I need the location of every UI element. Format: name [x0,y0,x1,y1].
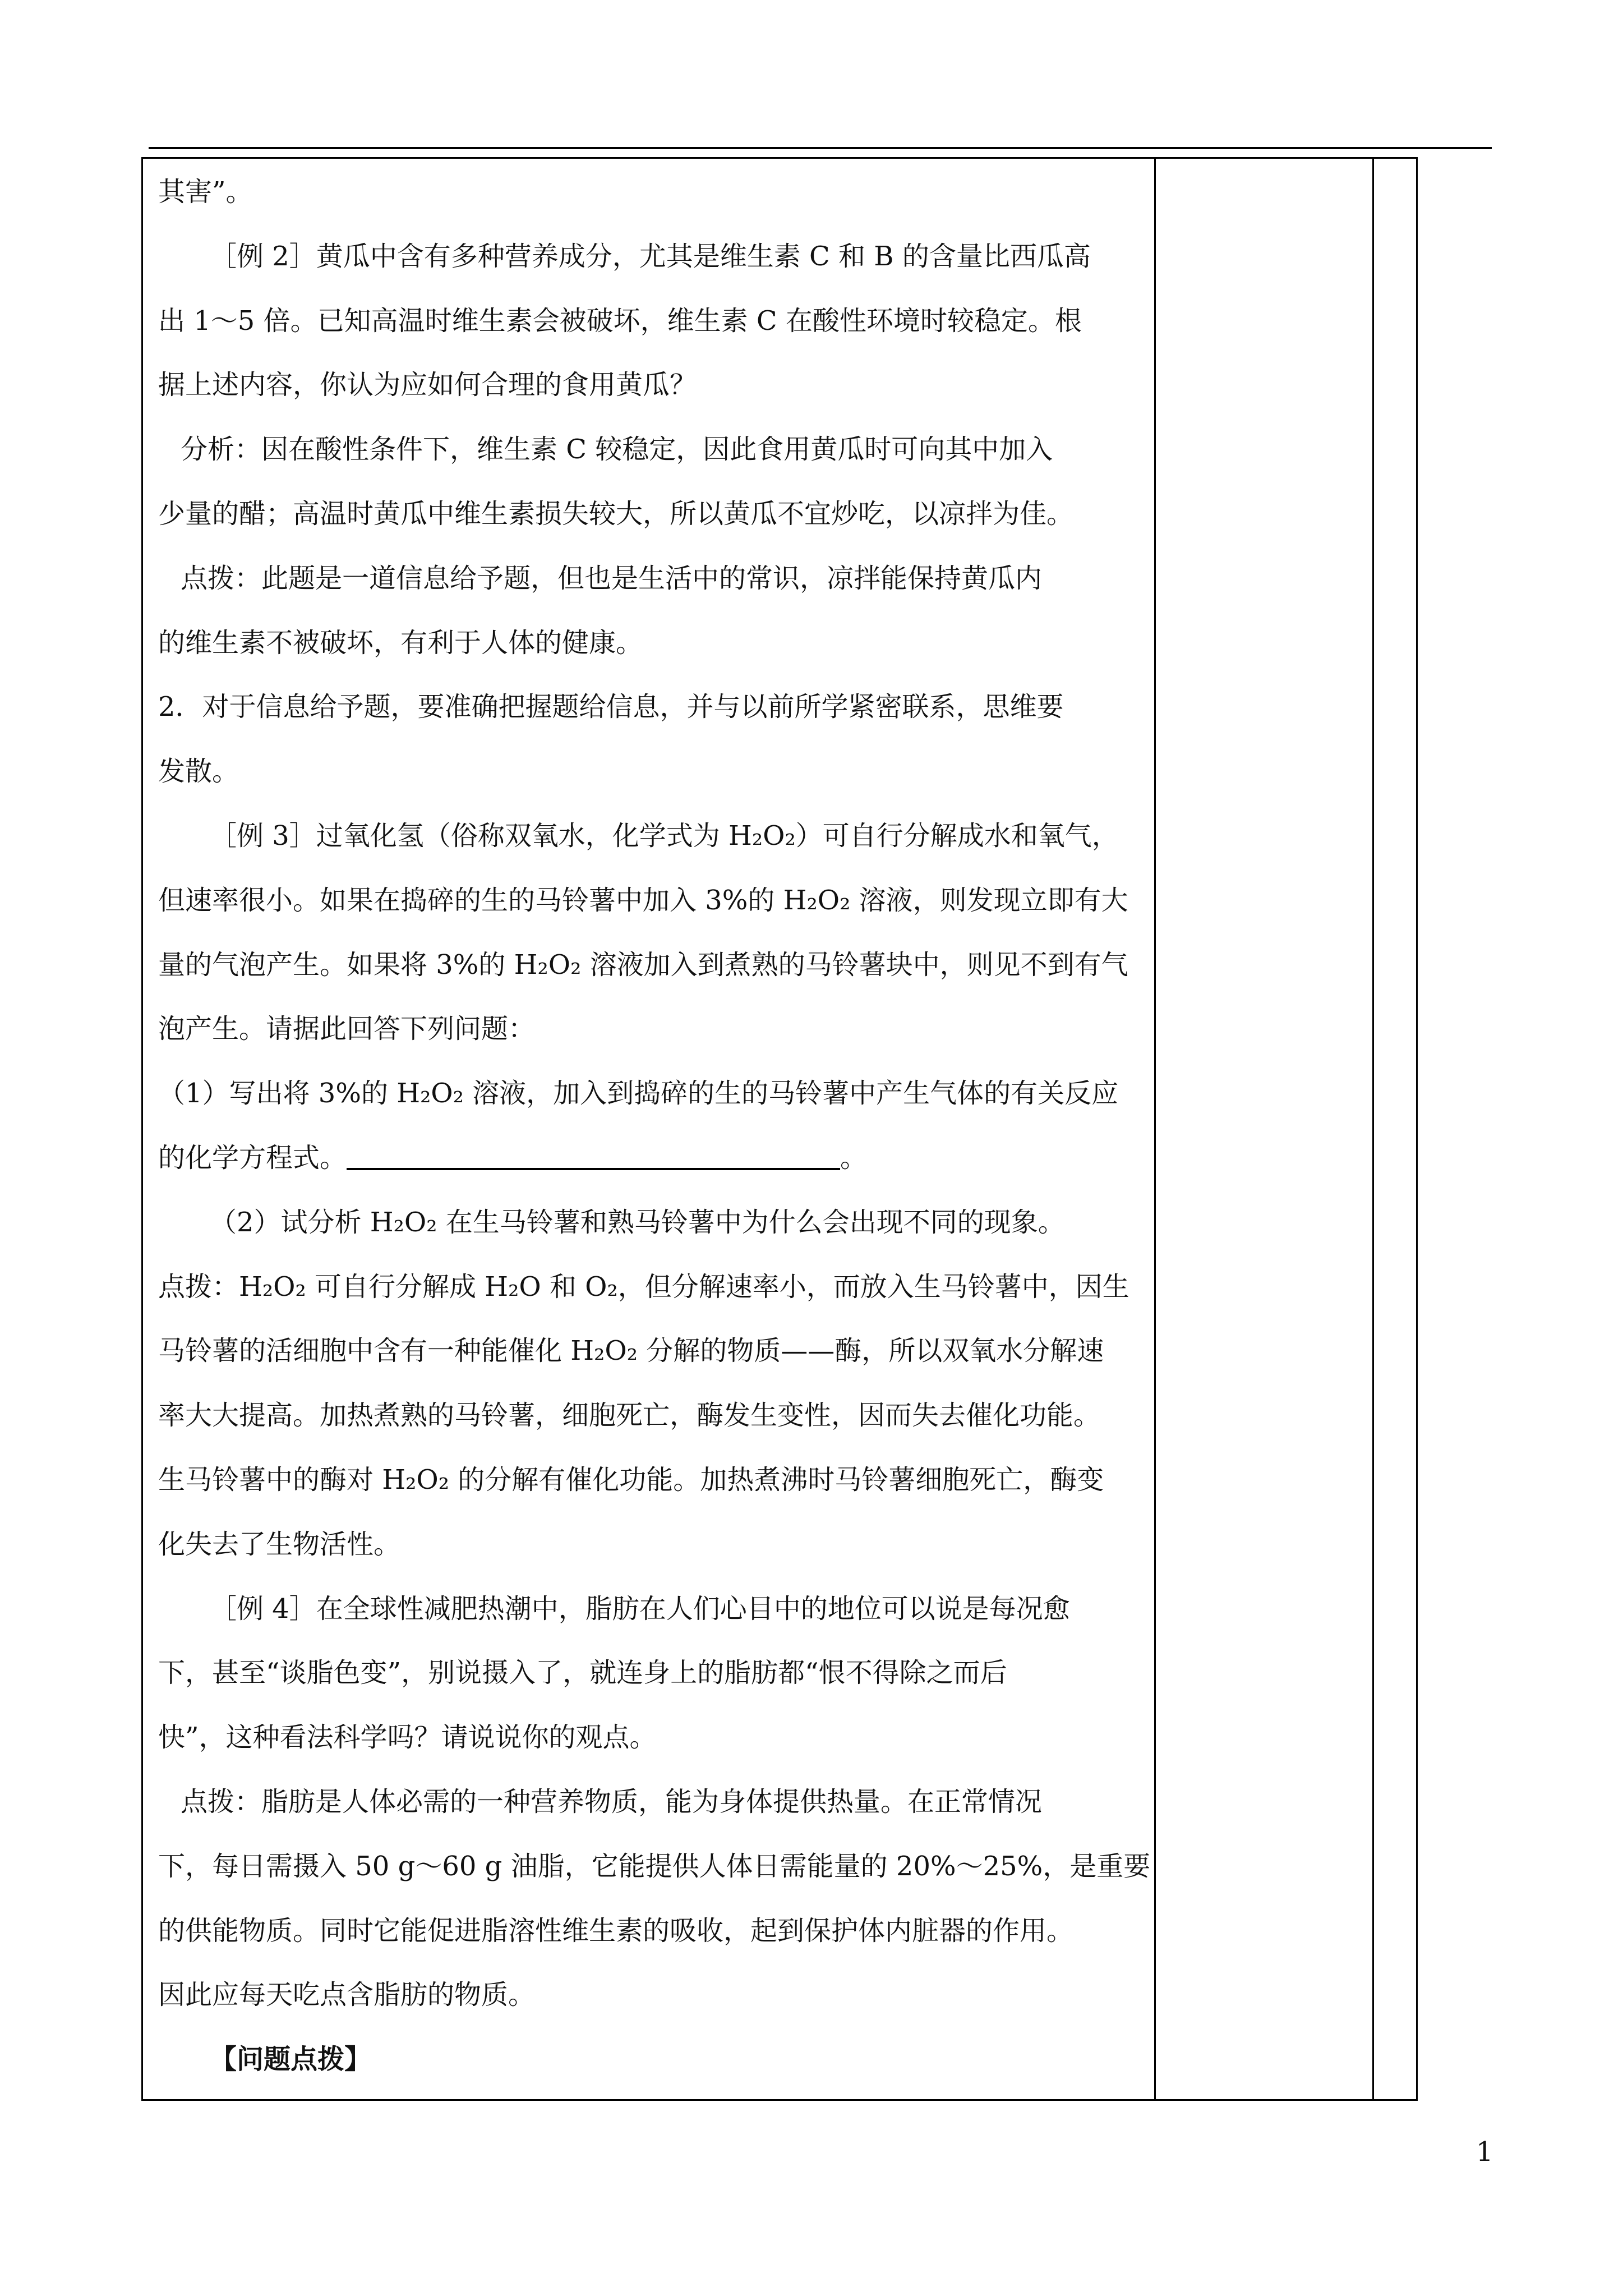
text-line [158,611,1162,675]
text-line-content: 2．对于信息给予题，要准确把握题给信息，并与以前所学紧密联系，思维要 [158,691,1064,723]
text-line-content: 点拨：H₂O₂ 可自行分解成 H₂O 和 O₂，但分解速率小，而放入生马铃薯中，因生 [158,1271,1129,1303]
text-line [158,546,1162,611]
table-column-divider [1372,157,1374,2101]
text-line-content: ［例 3］过氧化氢（俗称双氧水，化学式为 H₂O₂）可自行分解成水和氧气， [210,820,1119,852]
text-line [158,933,1162,997]
text-line-content: ［例 2］黄瓜中含有多种营养成分，尤其是维生素 C 和 B 的含量比西瓜高 [210,240,1091,272]
text-line-content: 量的气泡产生。如果将 3%的 H₂O₂ 溶液加入到煮熟的马铃薯块中，则见不到有气 [158,949,1128,981]
lesson-content [158,160,1162,2092]
text-line [158,1126,1162,1190]
text-line-content: 【问题点拨】 [210,2044,372,2076]
text-line [158,289,1162,353]
header-rule [149,147,1492,149]
text-line-suffix: 。 [840,1142,868,1174]
text-line-content: ［例 4］在全球性减肥热潮中，脂肪在人们心目中的地位可以说是每况愈 [210,1593,1070,1625]
text-line-content: 因此应每天吃点含脂肪的物质。 [158,1979,536,2011]
page-number: 1 [1476,2136,1493,2168]
text-line-content: 的供能物质。同时它能促进脂溶性维生素的吸收，起到保护体内脏器的作用。 [158,1915,1074,1947]
text-line [158,1255,1162,1319]
text-line-content: 点拨：脂肪是人体必需的一种营养物质，能为身体提供热量。在正常情况 [181,1786,1043,1818]
text-line [158,1899,1162,1963]
text-line [158,1512,1162,1577]
text-line [158,1705,1162,1770]
text-line [158,1577,1162,1641]
text-line [158,1641,1162,1705]
text-line [158,1319,1162,1383]
text-line-content: 点拨：此题是一道信息给予题，但也是生活中的常识，凉拌能保持黄瓜内 [181,562,1043,594]
text-line [158,1963,1162,2027]
text-line-content: 快”，这种看法科学吗？请说说你的观点。 [158,1722,657,1754]
text-line-content: 但速率很小。如果在捣碎的生的马铃薯中加入 3%的 H₂O₂ 溶液，则发现立即有大 [158,884,1128,916]
text-line-content: （2）试分析 H₂O₂ 在生马铃薯和熟马铃薯中为什么会出现不同的现象。 [210,1206,1065,1238]
text-line-content: 马铃薯的活细胞中含有一种能催化 H₂O₂ 分解的物质——酶，所以双氧水分解速 [158,1335,1104,1367]
answer-blank[interactable] [347,1141,840,1170]
text-line-content: 率大大提高。加热煮熟的马铃薯，细胞死亡，酶发生变性，因而失去催化功能。 [158,1400,1101,1432]
text-line [158,1448,1162,1512]
text-line-content: 发散。 [158,756,239,788]
text-line [158,1061,1162,1126]
text-line-content: 少量的醋；高温时黄瓜中维生素损失较大，所以黄瓜不宜炒吃，以凉拌为佳。 [158,498,1074,530]
text-line [158,160,1162,224]
text-line-content: 的维生素不被破坏，有利于人体的健康。 [158,627,643,659]
text-line-content: 化失去了生物活性。 [158,1528,401,1560]
text-line-content: 泡产生。请据此回答下列问题： [158,1013,536,1045]
text-line [158,1770,1162,1834]
text-line [158,997,1162,1061]
text-line [158,417,1162,482]
text-line-content: 下，甚至“谈脂色变”，别说摄入了，就连身上的脂肪都“恨不得除之而后 [158,1657,1007,1689]
text-line-content: 的化学方程式。 [158,1142,347,1174]
text-line [158,1834,1162,1899]
text-line [158,224,1162,289]
text-line [158,868,1162,933]
text-line [158,353,1162,417]
text-line [158,482,1162,546]
text-line [158,739,1162,804]
text-line-content: 下，每日需摄入 50 g～60 g 油脂，它能提供人体日需能量的 20%～25%，是重要 [158,1850,1151,1882]
text-line-content: 生马铃薯中的酶对 H₂O₂ 的分解有催化功能。加热煮沸时马铃薯细胞死亡，酶变 [158,1464,1104,1496]
text-line [158,675,1162,739]
text-line-content: 据上述内容，你认为应如何合理的食用黄瓜？ [158,369,697,401]
text-line [158,1190,1162,1255]
text-line-content: （1）写出将 3%的 H₂O₂ 溶液，加入到捣碎的生的马铃薯中产生气体的有关反应 [158,1078,1119,1110]
text-line-content: 其害”。 [158,176,253,208]
text-line [158,1383,1162,1448]
text-line [158,804,1162,868]
text-line [158,2027,1162,2092]
text-line-content: 出 1～5 倍。已知高温时维生素会被破坏，维生素 C 在酸性环境时较稳定。根 [158,305,1082,337]
text-line-content: 分析：因在酸性条件下，维生素 C 较稳定，因此食用黄瓜时可向其中加入 [181,434,1053,466]
